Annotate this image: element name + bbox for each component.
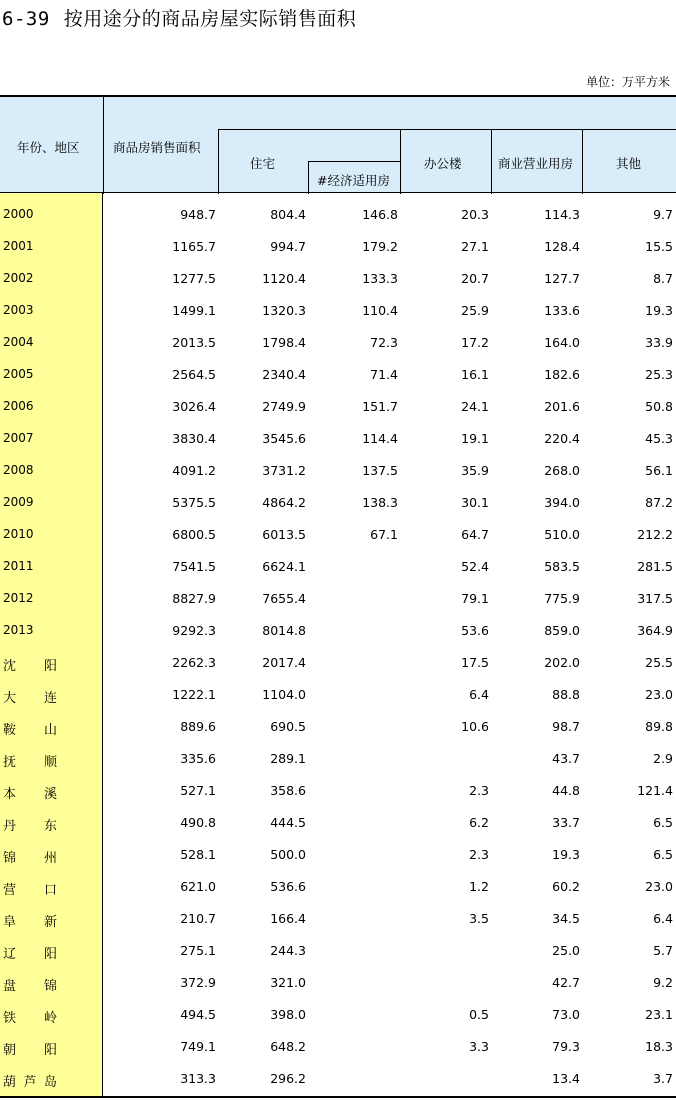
cell-commercial: 34.5: [552, 911, 580, 926]
cell-office: 30.1: [461, 495, 489, 510]
row-label-char: 东: [43, 819, 57, 834]
row-label: [3, 1007, 57, 1026]
cell-commercial: 127.7: [544, 271, 580, 286]
row-label: 2000: [3, 207, 34, 221]
row-label: [3, 687, 57, 706]
cell-residential: 7655.4: [262, 591, 306, 606]
cell-total: 749.1: [180, 1039, 216, 1054]
table-row: [0, 870, 676, 902]
row-label: 2006: [3, 399, 34, 413]
header-divider: [218, 129, 219, 194]
table-row: [0, 838, 676, 870]
row-label-char: 丹: [3, 819, 17, 834]
row-label-char: 本: [3, 787, 17, 802]
cell-office: 79.1: [461, 591, 489, 606]
table-row: [0, 198, 676, 230]
cell-other: 23.1: [645, 1007, 673, 1022]
cell-other: 50.8: [645, 399, 673, 414]
table-row: [0, 294, 676, 326]
cell-residential: 2017.4: [262, 655, 306, 670]
row-label: 2005: [3, 367, 34, 381]
cell-residential: 2340.4: [262, 367, 306, 382]
cell-residential: 296.2: [270, 1071, 306, 1086]
table-row: [0, 518, 676, 550]
cell-affordable: 146.8: [362, 207, 398, 222]
cell-affordable: 179.2: [362, 239, 398, 254]
row-label-char: 新: [43, 915, 57, 930]
cell-commercial: 182.6: [544, 367, 580, 382]
cell-commercial: 33.7: [552, 815, 580, 830]
cell-total: 5375.5: [172, 495, 216, 510]
row-label-char: 岭: [43, 1011, 57, 1026]
header-divider: [491, 129, 492, 194]
cell-total: 335.6: [180, 751, 216, 766]
table-row: [0, 262, 676, 294]
cell-other: 6.4: [653, 911, 673, 926]
cell-office: 17.2: [461, 335, 489, 350]
cell-other: 25.3: [645, 367, 673, 382]
header-office: 办公楼: [424, 156, 462, 171]
cell-residential: 536.6: [270, 879, 306, 894]
header-divider: [103, 97, 104, 194]
cell-office: 1.2: [469, 879, 489, 894]
cell-residential: 289.1: [270, 751, 306, 766]
cell-office: 2.3: [469, 783, 489, 798]
cell-commercial: 220.4: [544, 431, 580, 446]
row-label: 2009: [3, 495, 34, 509]
cell-total: 889.6: [180, 719, 216, 734]
row-label: 2013: [3, 623, 34, 637]
cell-affordable: 137.5: [362, 463, 398, 478]
cell-total: 9292.3: [172, 623, 216, 638]
cell-total: 1165.7: [172, 239, 216, 254]
cell-residential: 3545.6: [262, 431, 306, 446]
cell-office: 0.5: [469, 1007, 489, 1022]
cell-other: 18.3: [645, 1039, 673, 1054]
cell-commercial: 394.0: [544, 495, 580, 510]
row-label: [3, 879, 57, 898]
table-row: [0, 742, 676, 774]
cell-affordable: 133.3: [362, 271, 398, 286]
cell-commercial: 268.0: [544, 463, 580, 478]
cell-commercial: 19.3: [552, 847, 580, 862]
cell-total: 2013.5: [172, 335, 216, 350]
cell-other: 5.7: [653, 943, 673, 958]
cell-residential: 1104.0: [262, 687, 306, 702]
cell-total: 313.3: [180, 1071, 216, 1086]
row-label: [3, 975, 57, 994]
table-row: [0, 646, 676, 678]
table-row: [0, 774, 676, 806]
row-label-char: 溪: [43, 787, 57, 802]
table-row: [0, 678, 676, 710]
cell-total: 3026.4: [172, 399, 216, 414]
row-label: [3, 1071, 57, 1090]
row-label-char: 辽: [3, 947, 17, 962]
cell-total: 948.7: [180, 207, 216, 222]
cell-affordable: 71.4: [370, 367, 398, 382]
row-label: [3, 719, 57, 738]
cell-residential: 690.5: [270, 719, 306, 734]
row-label-char: 州: [43, 851, 57, 866]
table-row: [0, 998, 676, 1030]
cell-office: 3.5: [469, 911, 489, 926]
row-label-char: 抚: [3, 755, 17, 770]
cell-office: 24.1: [461, 399, 489, 414]
cell-residential: 648.2: [270, 1039, 306, 1054]
cell-other: 33.9: [645, 335, 673, 350]
cell-total: 621.0: [180, 879, 216, 894]
cell-commercial: 43.7: [552, 751, 580, 766]
row-label: 2010: [3, 527, 34, 541]
cell-commercial: 164.0: [544, 335, 580, 350]
cell-commercial: 510.0: [544, 527, 580, 542]
cell-residential: 321.0: [270, 975, 306, 990]
cell-other: 56.1: [645, 463, 673, 478]
cell-total: 528.1: [180, 847, 216, 862]
cell-residential: 1120.4: [262, 271, 306, 286]
cell-total: 372.9: [180, 975, 216, 990]
row-label: [3, 751, 57, 770]
row-label-char: 朝: [3, 1043, 17, 1058]
row-label-char: 锦: [43, 979, 57, 994]
header-affordable: #经济适用房: [317, 173, 390, 188]
cell-office: 52.4: [461, 559, 489, 574]
cell-office: 53.6: [461, 623, 489, 638]
table-row: [0, 582, 676, 614]
cell-other: 23.0: [645, 687, 673, 702]
cell-residential: 994.7: [270, 239, 306, 254]
cell-commercial: 775.9: [544, 591, 580, 606]
table-row: [0, 1030, 676, 1062]
header-divider: [400, 129, 401, 194]
cell-other: 23.0: [645, 879, 673, 894]
row-label-char: 顺: [43, 755, 57, 770]
cell-other: 15.5: [645, 239, 673, 254]
row-label: [3, 943, 57, 962]
row-label-char: 锦: [3, 851, 17, 866]
row-label-char: 阜: [3, 915, 17, 930]
cell-office: 6.4: [469, 687, 489, 702]
table-row: [0, 230, 676, 262]
cell-office: 20.3: [461, 207, 489, 222]
cell-other: 19.3: [645, 303, 673, 318]
cell-commercial: 73.0: [552, 1007, 580, 1022]
table-row: [0, 966, 676, 998]
cell-office: 2.3: [469, 847, 489, 862]
cell-commercial: 44.8: [552, 783, 580, 798]
table-number: 6-39: [2, 8, 50, 30]
cell-commercial: 88.8: [552, 687, 580, 702]
table-row: [0, 710, 676, 742]
header-divider: [218, 129, 676, 130]
cell-total: 7541.5: [172, 559, 216, 574]
cell-total: 210.7: [180, 911, 216, 926]
row-label: 2003: [3, 303, 34, 317]
cell-commercial: 13.4: [552, 1071, 580, 1086]
row-label-char: 连: [43, 691, 57, 706]
cell-total: 6800.5: [172, 527, 216, 542]
table-row: [0, 806, 676, 838]
cell-office: 27.1: [461, 239, 489, 254]
cell-commercial: 128.4: [544, 239, 580, 254]
cell-other: 317.5: [637, 591, 673, 606]
cell-affordable: 114.4: [362, 431, 398, 446]
row-label-char: 葫: [3, 1075, 17, 1090]
cell-affordable: 151.7: [362, 399, 398, 414]
unit-label: 单位：万平方米: [585, 75, 670, 89]
cell-commercial: 98.7: [552, 719, 580, 734]
row-label-char: 铁: [3, 1011, 17, 1026]
table-row: [0, 1062, 676, 1094]
cell-other: 25.5: [645, 655, 673, 670]
cell-total: 1499.1: [172, 303, 216, 318]
header-divider: [308, 161, 400, 162]
row-label-char: 鞍: [3, 723, 17, 738]
cell-residential: 804.4: [270, 207, 306, 222]
cell-other: 9.7: [653, 207, 673, 222]
cell-residential: 1798.4: [262, 335, 306, 350]
header-region: 年份、地区: [17, 140, 80, 155]
cell-office: 19.1: [461, 431, 489, 446]
cell-total: 8827.9: [172, 591, 216, 606]
header-residential: 住宅: [250, 156, 276, 171]
cell-affordable: 72.3: [370, 335, 398, 350]
cell-commercial: 859.0: [544, 623, 580, 638]
page-title: [2, 4, 356, 31]
row-label: 2012: [3, 591, 34, 605]
cell-affordable: 138.3: [362, 495, 398, 510]
table-row: [0, 454, 676, 486]
cell-office: 3.3: [469, 1039, 489, 1054]
cell-commercial: 133.6: [544, 303, 580, 318]
cell-other: 212.2: [637, 527, 673, 542]
row-label: [3, 911, 57, 930]
cell-residential: 358.6: [270, 783, 306, 798]
table-row: [0, 902, 676, 934]
cell-other: 45.3: [645, 431, 673, 446]
row-label: [3, 655, 57, 674]
cell-commercial: 42.7: [552, 975, 580, 990]
cell-office: 25.9: [461, 303, 489, 318]
row-label: 2001: [3, 239, 34, 253]
table-header: [0, 95, 676, 193]
table-row: [0, 358, 676, 390]
cell-office: 17.5: [461, 655, 489, 670]
cell-total: 490.8: [180, 815, 216, 830]
cell-total: 527.1: [180, 783, 216, 798]
cell-commercial: 25.0: [552, 943, 580, 958]
row-label-char: 营: [3, 883, 17, 898]
cell-other: 6.5: [653, 847, 673, 862]
row-label: 2011: [3, 559, 34, 573]
cell-total: 494.5: [180, 1007, 216, 1022]
cell-other: 87.2: [645, 495, 673, 510]
cell-total: 4091.2: [172, 463, 216, 478]
row-label-char: 沈: [3, 659, 17, 674]
row-label: 2002: [3, 271, 34, 285]
cell-total: 3830.4: [172, 431, 216, 446]
cell-other: 9.2: [653, 975, 673, 990]
cell-commercial: 60.2: [552, 879, 580, 894]
table-row: [0, 614, 676, 646]
table-row: [0, 390, 676, 422]
header-total: 商品房销售面积: [113, 140, 201, 155]
cell-office: 20.7: [461, 271, 489, 286]
cell-residential: 8014.8: [262, 623, 306, 638]
header-divider: [582, 129, 583, 194]
row-label: 2004: [3, 335, 34, 349]
row-label-char: 盘: [3, 979, 17, 994]
row-label: [3, 815, 57, 834]
cell-residential: 6624.1: [262, 559, 306, 574]
row-label-char: 大: [3, 691, 17, 706]
cell-residential: 2749.9: [262, 399, 306, 414]
table-row: [0, 550, 676, 582]
cell-total: 1277.5: [172, 271, 216, 286]
cell-total: 275.1: [180, 943, 216, 958]
cell-office: 10.6: [461, 719, 489, 734]
cell-other: 2.9: [653, 751, 673, 766]
cell-affordable: 110.4: [362, 303, 398, 318]
cell-commercial: 79.3: [552, 1039, 580, 1054]
table-row: [0, 326, 676, 358]
cell-residential: 244.3: [270, 943, 306, 958]
cell-total: 1222.1: [172, 687, 216, 702]
cell-residential: 398.0: [270, 1007, 306, 1022]
header-other: 其他: [616, 156, 642, 171]
row-label: [3, 847, 57, 866]
row-label-char: 阳: [43, 659, 57, 674]
table-title: 按用途分的商品房屋实际销售面积: [63, 8, 357, 30]
cell-office: 6.2: [469, 815, 489, 830]
row-label-char: 阳: [43, 1043, 57, 1058]
cell-total: 2564.5: [172, 367, 216, 382]
cell-other: 8.7: [653, 271, 673, 286]
row-label-char: 芦: [23, 1075, 37, 1090]
cell-other: 6.5: [653, 815, 673, 830]
table-bottom-rule: [0, 1096, 676, 1098]
row-label: 2007: [3, 431, 34, 445]
row-label: 2008: [3, 463, 34, 477]
cell-office: 64.7: [461, 527, 489, 542]
cell-residential: 444.5: [270, 815, 306, 830]
cell-other: 89.8: [645, 719, 673, 734]
cell-residential: 166.4: [270, 911, 306, 926]
cell-other: 3.7: [653, 1071, 673, 1086]
header-divider: [308, 161, 309, 194]
row-label: [3, 783, 57, 802]
table-row: [0, 934, 676, 966]
cell-other: 281.5: [637, 559, 673, 574]
row-label-char: 阳: [43, 947, 57, 962]
cell-commercial: 114.3: [544, 207, 580, 222]
cell-residential: 3731.2: [262, 463, 306, 478]
table-row: [0, 422, 676, 454]
cell-office: 35.9: [461, 463, 489, 478]
row-label-char: 岛: [43, 1075, 57, 1090]
row-label: [3, 1039, 57, 1058]
row-label-char: 山: [43, 723, 57, 738]
cell-commercial: 201.6: [544, 399, 580, 414]
row-label-char: 口: [43, 883, 57, 898]
cell-commercial: 202.0: [544, 655, 580, 670]
cell-residential: 4864.2: [262, 495, 306, 510]
cell-commercial: 583.5: [544, 559, 580, 574]
cell-office: 16.1: [461, 367, 489, 382]
cell-other: 364.9: [637, 623, 673, 638]
table-body: [0, 198, 676, 1094]
cell-affordable: 67.1: [370, 527, 398, 542]
cell-residential: 6013.5: [262, 527, 306, 542]
cell-other: 121.4: [637, 783, 673, 798]
header-commercial: 商业营业用房: [498, 156, 574, 171]
cell-total: 2262.3: [172, 655, 216, 670]
cell-residential: 500.0: [270, 847, 306, 862]
cell-residential: 1320.3: [262, 303, 306, 318]
table-row: [0, 486, 676, 518]
